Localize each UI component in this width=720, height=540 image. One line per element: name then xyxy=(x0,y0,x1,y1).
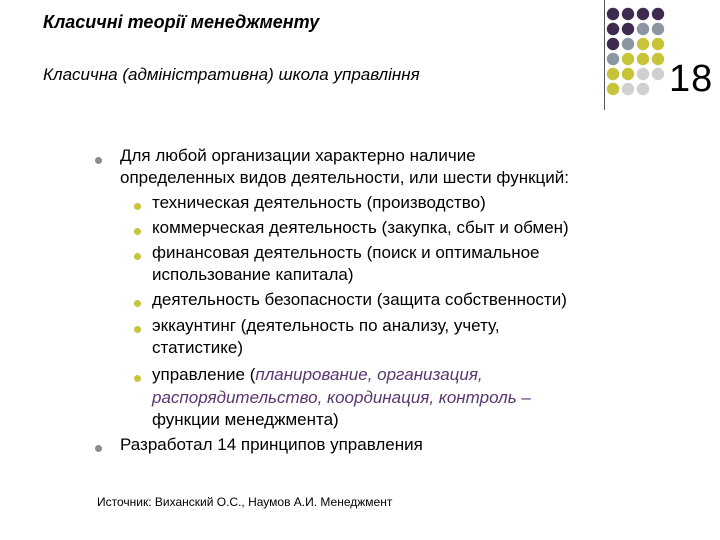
principles-line: Разработал 14 принципов управления xyxy=(120,435,423,454)
function-item-cont: использование капитала) xyxy=(152,265,354,284)
sub-bullet-icon xyxy=(134,375,141,382)
intro-line-1: Для любой организации характерно наличие xyxy=(120,146,476,165)
function-item-cont: функции менеджмента) xyxy=(152,410,339,429)
source-citation: Источник: Виханский О.С., Наумов А.И. Менеджмент xyxy=(97,495,393,509)
function-item: деятельность безопасности (защита собственности) xyxy=(152,290,567,309)
bullet-icon xyxy=(95,445,102,452)
sub-bullet-icon xyxy=(134,228,141,235)
bullet-icon xyxy=(95,157,102,164)
sub-bullet-icon xyxy=(134,253,141,260)
function-item: коммерческая деятельность (закупка, сбыт и обмен) xyxy=(152,218,569,237)
sub-bullet-icon xyxy=(134,300,141,307)
function-italic-1: планирование, организация, xyxy=(255,365,483,384)
function-prefix: управление ( xyxy=(152,365,256,384)
page-title: Класичні теорії менеджменту xyxy=(43,12,320,32)
function-item: эккаунтинг (деятельность по анализу, учету, xyxy=(152,316,500,335)
page-subtitle: Класична (адміністративна) школа управління xyxy=(43,65,420,84)
intro-line-2: определенных видов деятельности, или шести функций: xyxy=(120,168,569,187)
sub-bullet-icon xyxy=(134,203,141,210)
sub-bullet-icon xyxy=(134,326,141,333)
slide-number: 18 xyxy=(669,58,714,100)
function-italic-2: распорядительство, координация, контроль – xyxy=(152,388,531,407)
function-item: финансовая деятельность (поиск и оптимальное xyxy=(152,243,540,262)
function-item: техническая деятельность (производство) xyxy=(152,193,486,212)
function-item-management xyxy=(152,365,483,385)
function-item-cont: статистике) xyxy=(152,338,243,357)
